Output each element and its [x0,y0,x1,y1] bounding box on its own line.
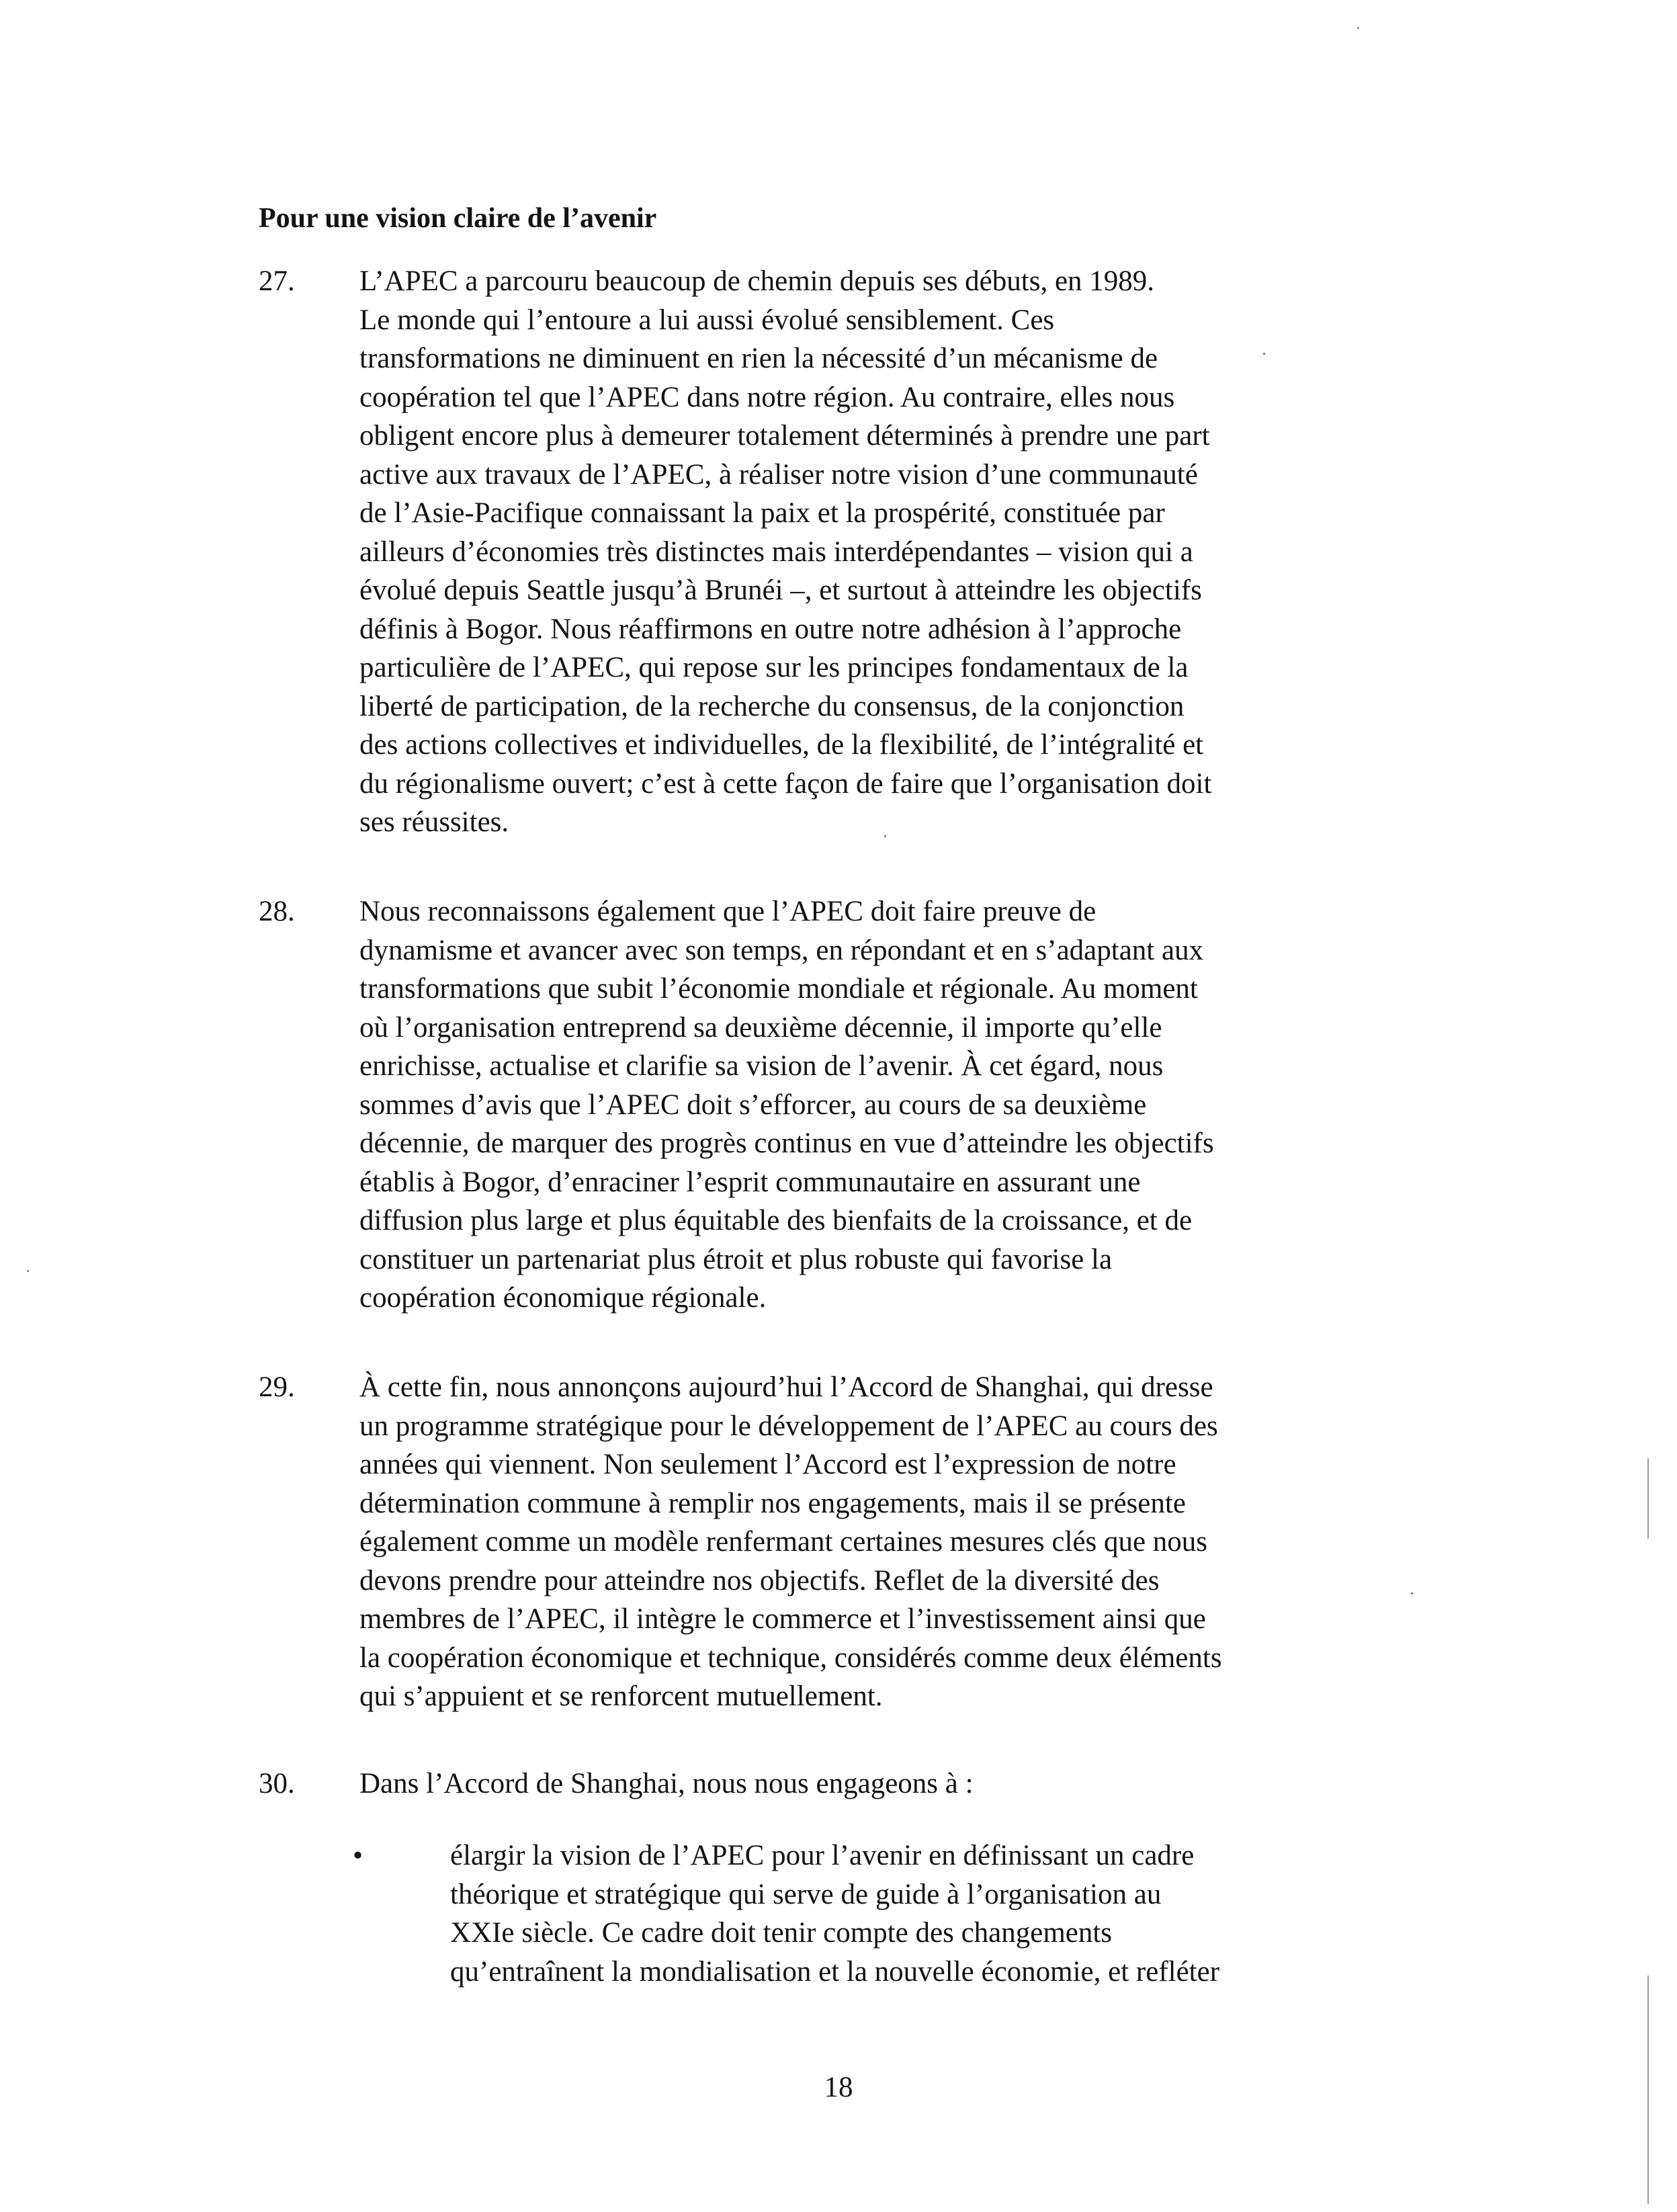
text-line: coopération tel que l’APEC dans notre région. Au contraire, elles nous [359,381,1175,413]
page-number: 18 [824,2072,853,2103]
paragraph-number: 28. [259,896,295,927]
text-line: Nous reconnaissons également que l’APEC doit faire preuve de [359,896,1096,927]
paragraph-text [359,1764,1361,1803]
text-line: qui s’appuient et se renforcent mutuellement. [359,1681,883,1712]
text-line: de l’Asie-Pacifique connaissant la paix et la prospérité, constituée par [359,497,1165,529]
text-line: À cette fin, nous annonçons aujourd’hui l’Accord de Shanghai, qui dresse [359,1371,1213,1403]
text-line: coopération économique régionale. [359,1282,767,1314]
paragraph-number: 29. [259,1371,295,1403]
text-line: liberté de participation, de la recherche du consensus, de la conjonction [359,690,1185,722]
text-line: décennie, de marquer des progrès continus en vue d’atteindre les objectifs [359,1128,1214,1159]
scan-speck [1357,27,1359,29]
text-line: membres de l’APEC, il intègre le commerce et l’investissement ainsi que [359,1603,1206,1635]
text-line: des actions collectives et individuelles, de la flexibilité, de l’intégralité et [359,729,1204,761]
text-line: qu’entraînent la mondialisation et la nouvelle économie, et refléter [450,1955,1220,1988]
text-line: du régionalisme ouvert; c’est à cette façon de faire que l’organisation doit [359,767,1212,800]
text-line: définis à Bogor. Nous réaffirmons en outre notre adhésion à l’approche [359,613,1182,645]
text-line: active aux travaux de l’APEC, à réaliser notre vision d’une communauté [359,458,1198,491]
text-line: où l’organisation entreprend sa deuxième décennie, il importe qu’elle [359,1011,1162,1044]
text-line: devons prendre pour atteindre nos objectifs. Reflet de la diversité des [359,1564,1160,1597]
paragraph-text [359,892,1361,1318]
text-line: XXIe siècle. Ce cadre doit tenir compte des changements [450,1917,1113,1949]
scan-edge-mark [1647,1975,1649,2204]
text-line: ses réussites. [359,806,509,838]
text-line: dynamisme et avancer avec son temps, en répondant et en s’adaptant aux [359,934,1204,966]
text-line: élargir la vision de l’APEC pour l’avenir en définissant un cadre [450,1840,1195,1871]
text-line: ailleurs d’économies très distinctes mais interdépendantes – vision qui a [359,536,1193,568]
text-line: Dans l’Accord de Shanghai, nous nous engageons à : [359,1768,974,1799]
text-line: enrichisse, actualise et clarifie sa vision de l’avenir. À cet égard, nous [359,1050,1164,1082]
text-line: diffusion plus large et plus équitable des bienfaits de la croissance, et de [359,1205,1193,1236]
paragraph-text [359,1368,1361,1716]
text-line: un programme stratégique pour le développement de l’APEC au cours des [359,1410,1218,1442]
paragraph-number: 30. [259,1768,295,1799]
scan-edge-mark [1647,1458,1649,1539]
scan-speck [27,1270,29,1272]
text-line: établis à Bogor, d’enraciner l’esprit communautaire en assurant une [359,1166,1141,1198]
bullet-text [450,1836,1219,1991]
text-line: constituer un partenariat plus étroit et plus robuste qui favorise la [359,1243,1113,1275]
text-line: détermination commune à remplir nos engagements, mais il se présente [359,1487,1186,1519]
paragraph-number: 27. [259,265,295,297]
text-line: théorique et stratégique qui serve de guide à l’organisation au [450,1878,1162,1910]
scan-speck [884,835,886,837]
text-line: obligent encore plus à demeurer totalement déterminés à prendre une part [359,420,1210,452]
text-line: également comme un modèle renfermant certaines mesures clés que nous [359,1526,1208,1558]
paragraph-text [359,262,1361,842]
section-heading: Pour une vision claire de l’avenir [259,203,657,234]
text-line: évolué depuis Seattle jusqu’à Brunéi –, et surtout à atteindre les objectifs [359,575,1202,606]
text-line: transformations que subit l’économie mondiale et régionale. Au moment [359,973,1198,1005]
text-line: L’APEC a parcouru beaucoup de chemin depuis ses débuts, en 1989. [359,265,1155,297]
text-line: Le monde qui l’entoure a lui aussi évolué sensiblement. Ces [359,304,1055,336]
text-line: la coopération économique et technique, considérés comme deux éléments [359,1642,1222,1674]
text-line: sommes d’avis que l’APEC doit s’efforcer, au cours de sa deuxième [359,1089,1147,1121]
scan-speck [1263,353,1265,355]
text-line: années qui viennent. Non seulement l’Accord est l’expression de notre [359,1449,1176,1480]
scan-speck [1411,1592,1413,1594]
bullet-icon: • [353,1840,363,1871]
text-line: particulière de l’APEC, qui repose sur les principes fondamentaux de la [359,652,1189,683]
text-line: transformations ne diminuent en rien la nécessité d’un mécanisme de [359,343,1158,374]
